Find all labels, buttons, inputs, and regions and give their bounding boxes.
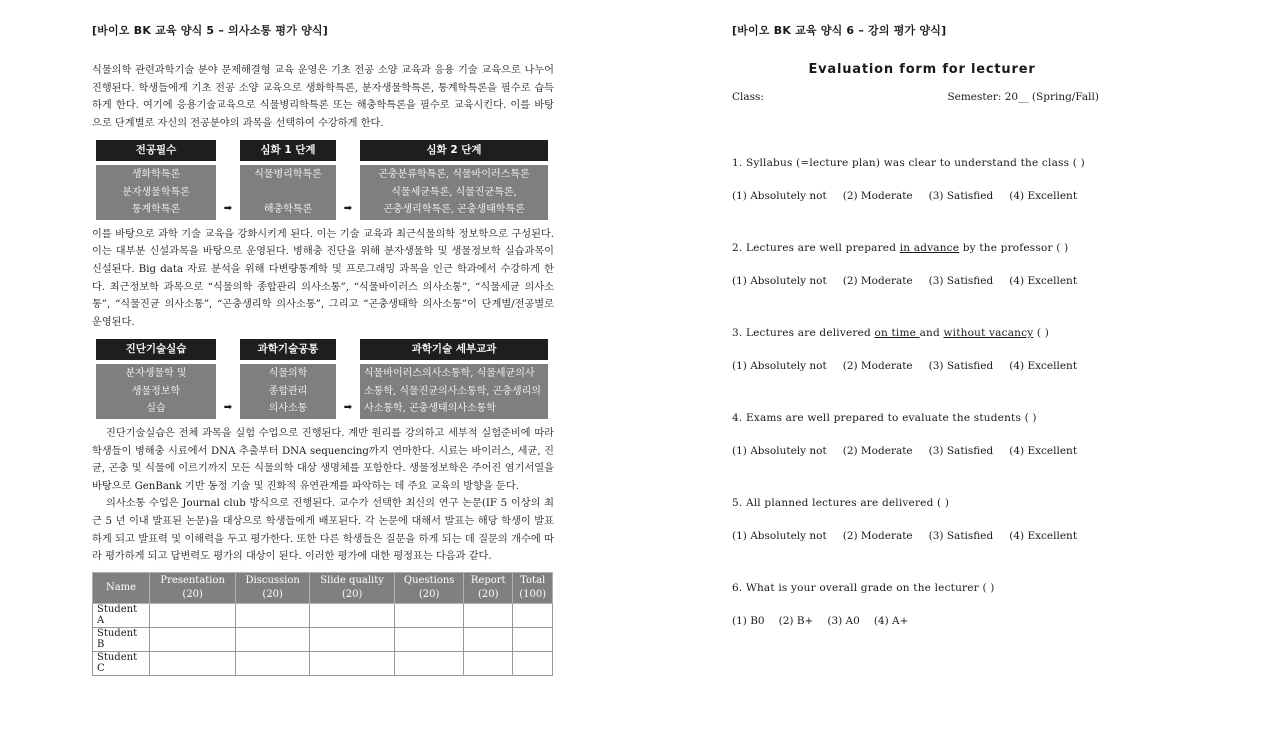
right-page [732,22,1112,667]
flow-line: 식물바이러스의사소통학, 식물세균의사소통학, 식물진균의사소통학, 곤충생리의사소통학, 곤충생태의사소통학 [364,368,541,415]
option[interactable]: (4) Excellent [1009,190,1078,202]
right-header: [바이오 BK 교육 양식 6 – 강의 평가 양식] [732,24,947,37]
score-cell[interactable] [236,651,310,675]
flow2-body [360,364,548,419]
form-title: Evaluation form for lecturer [808,62,1036,77]
score-cell[interactable] [464,603,513,627]
flow1-title: 전공필수 [96,140,216,161]
grade-option[interactable]: (1) B0 [732,615,765,627]
table-header: Name [93,572,150,603]
curriculum-flow-1 [96,140,554,220]
student-name: Student C [93,651,150,675]
flow1-title: 심화 1 단계 [240,140,336,161]
question-5: 5. All planned lectures are delivered ( ) [732,497,950,509]
flow-line: 종합관리 [268,385,308,397]
left-header: [바이오 BK 교육 양식 5 – 의사소통 평가 양식] [92,24,328,37]
flow2-body [240,364,336,419]
arrow-icon: ➡ [343,401,353,413]
option[interactable]: (2) Moderate [842,530,913,542]
flow-line: 식물세균특론, 식물진균특론, [391,186,517,198]
arrow-icon: ➡ [343,202,353,214]
option[interactable]: (1) Absolutely not [732,190,827,202]
table-row [93,603,553,627]
table-header: Presentation (20) [150,572,236,603]
flow2-box-diagnostics [96,339,216,419]
student-name: Student A [93,603,150,627]
option[interactable]: (2) Moderate [842,275,913,287]
option[interactable]: (1) Absolutely not [732,530,827,542]
flow-line: 분자생물학특론 [122,186,190,198]
flow2-title: 진단기술실습 [96,339,216,360]
score-cell[interactable] [464,627,513,651]
option[interactable]: (4) Excellent [1009,530,1078,542]
score-cell[interactable] [236,603,310,627]
flow-line: 식물병리학특론 [254,169,322,181]
option[interactable]: (1) Absolutely not [732,275,827,287]
flow-line: 의사소통 [268,403,308,415]
class-label: Class: [732,91,764,103]
arrow-icon: ➡ [223,401,233,413]
table-row [93,651,553,675]
option[interactable]: (4) Excellent [1009,275,1078,287]
semester-label: Semester: 20__ (Spring/Fall) [947,91,1099,103]
flow2-body [96,364,216,419]
evaluation-table [92,572,553,676]
flow1-box-advanced-1 [240,140,336,220]
score-cell[interactable] [310,651,395,675]
question-4: 4. Exams are well prepared to evaluate the students ( ) [732,412,1037,424]
flow-line: 식물의학 [268,368,308,380]
option[interactable]: (3) Satisfied [928,445,994,457]
options-4 [732,445,1112,457]
paragraph-2: 이를 바탕으로 과학 기술 교육을 강화시키게 된다. 이는 기술 교육과 최근식물의학 정보학으로 구성된다. 이는 대부분 신설과목을 바탕으로 운영된다. 병해충 진단을 위해 분자생물학 및 생물정보학 실습과목이 신설된다. Big data 자료 분석을 위해 다변량통계학 및 프로그래밍 과목을 인근 학과에서 수강하게 한다. 최근정보학 과목으로 “식물의학 종합관리 의사소통”, “식물바이러스 의사소통”, “식물세균 의사소통”, “식물진균 의사소통”, “곤충생리학 의사소통”, 그리고 “곤충생태학 의사소통”이 단계별/전공별로 운영된다. [92,228,554,328]
left-page [92,22,554,676]
options-5 [732,530,1112,542]
flow-line: 실습 [146,403,166,415]
grade-option[interactable]: (4) A+ [873,615,909,627]
flow1-box-required [96,140,216,220]
flow1-box-advanced-2 [360,140,548,220]
score-cell[interactable] [395,651,464,675]
flow-line: 생화학특론 [131,169,181,181]
score-cell[interactable] [310,627,395,651]
option[interactable]: (3) Satisfied [928,530,994,542]
score-cell[interactable] [150,603,236,627]
paragraph-3: 진단기술실습은 전체 과목을 실험 수업으로 진행된다. 계반 원리를 강의하고 세부적 실험준비에 따라 학생들이 병해충 시료에서 DNA 추출부터 DNA sequencing까지 연마한다. 시료는 바이러스, 세균, 진균, 곤충 및 식물에 이르기까지 모든 식물의학 대상 생명체를 포함한다. 생물정보학은 주어진 염기서열을 바탕으로 GenBank 기반 동정 기술 및 진화적 유연관계를 파악하는 데 주요 교육의 방향을 둔다. [92,427,554,492]
option[interactable]: (3) Satisfied [928,275,994,287]
flow-line [244,184,332,202]
table-row [93,627,553,651]
arrow-icon: ➡ [223,202,233,214]
student-name: Student B [93,627,150,651]
score-cell[interactable] [236,627,310,651]
flow-line: 해충학특론 [263,204,313,216]
table-header: Total (100) [513,572,553,603]
table-header: Questions (20) [395,572,464,603]
score-cell[interactable] [513,603,553,627]
grade-option[interactable]: (2) B+ [778,615,814,627]
score-cell[interactable] [395,627,464,651]
flow1-title: 심화 2 단계 [360,140,548,161]
flow1-body [96,165,216,220]
options-6 [732,615,1112,627]
score-cell[interactable] [464,651,513,675]
intro-paragraph: 식물의학 관련과학기술 분야 문제해결형 교육 운영은 기초 전공 소양 교육과 응용 기술 교육으로 나누어 진행된다. 학생들에게 기초 전공 소양 교육으로 생화학특론, 분자생물학특론, 통계학특론을 필수로 습득하게 한다. 여기에 응용기술교육으로 식물병리학특론 또는 해충학특론을 필수로 교육시킨다. 이를 바탕으로 단계별로 자신의 전공분야의 과목을 선택하여 수강하게 한다. [92,65,554,129]
score-cell[interactable] [513,627,553,651]
score-cell[interactable] [395,603,464,627]
options-1 [732,190,1112,202]
option[interactable]: (1) Absolutely not [732,360,827,372]
flow1-body [360,165,548,220]
flow-line: 통계학특론 [131,204,181,216]
option[interactable]: (2) Moderate [842,190,913,202]
options-2 [732,275,1112,287]
flow2-title: 과학기술공통 [240,339,336,360]
option[interactable]: (2) Moderate [842,445,913,457]
flow2-box-common [240,339,336,419]
flow2-box-detail [360,339,548,419]
flow-line: 곤충생리학특론, 곤충생태학특론 [383,204,525,216]
grade-option[interactable]: (3) A0 [827,615,860,627]
option[interactable]: (1) Absolutely not [732,445,827,457]
flow-line: 생물정보학 [131,385,181,397]
score-cell[interactable] [150,627,236,651]
options-3 [732,360,1112,372]
table-header-row [93,572,553,603]
flow-line: 곤충분류학특론, 식물바이러스특론 [378,169,530,181]
form-meta [732,91,1099,103]
question-3: 3. Lectures are delivered on time and without vacancy ( ) [732,327,1050,339]
flow-line: 분자생물학 및 [125,368,187,380]
paragraph-4: 의사소통 수업은 Journal club 방식으로 진행된다. 교수가 선택한 최신의 연구 논문(IF 5 이상의 최근 5 년 이내 발표된 논문)을 대상으로 학생들에게 배포된다. 각 논문에 대해서 발표는 해당 학생이 발표하게 되고 발표력 및 이해력을 두고 평가한다. 또한 다른 학생들은 질문을 하게 되는 데 질문의 개수에 따라 평가하게 되고 답변력도 평가의 대상이 된다. 이러한 평가에 대한 평정표는 다음과 같다. [92,498,554,563]
option[interactable]: (4) Excellent [1009,360,1078,372]
table-header: Report (20) [464,572,513,603]
score-cell[interactable] [150,651,236,675]
flow1-body [240,165,336,220]
question-6: 6. What is your overall grade on the lecturer ( ) [732,582,995,594]
question-1: 1. Syllabus (=lecture plan) was clear to understand the class ( ) [732,157,1085,169]
curriculum-flow-2 [96,339,554,419]
table-header: Slide quality (20) [310,572,395,603]
table-header: Discussion (20) [236,572,310,603]
question-2: 2. Lectures are well prepared in advance by the professor ( ) [732,242,1069,254]
option[interactable]: (2) Moderate [842,360,913,372]
option[interactable]: (4) Excellent [1009,445,1078,457]
score-cell[interactable] [513,651,553,675]
option[interactable]: (3) Satisfied [928,190,994,202]
option[interactable]: (3) Satisfied [928,360,994,372]
flow2-title: 과학기술 세부교과 [360,339,548,360]
score-cell[interactable] [310,603,395,627]
